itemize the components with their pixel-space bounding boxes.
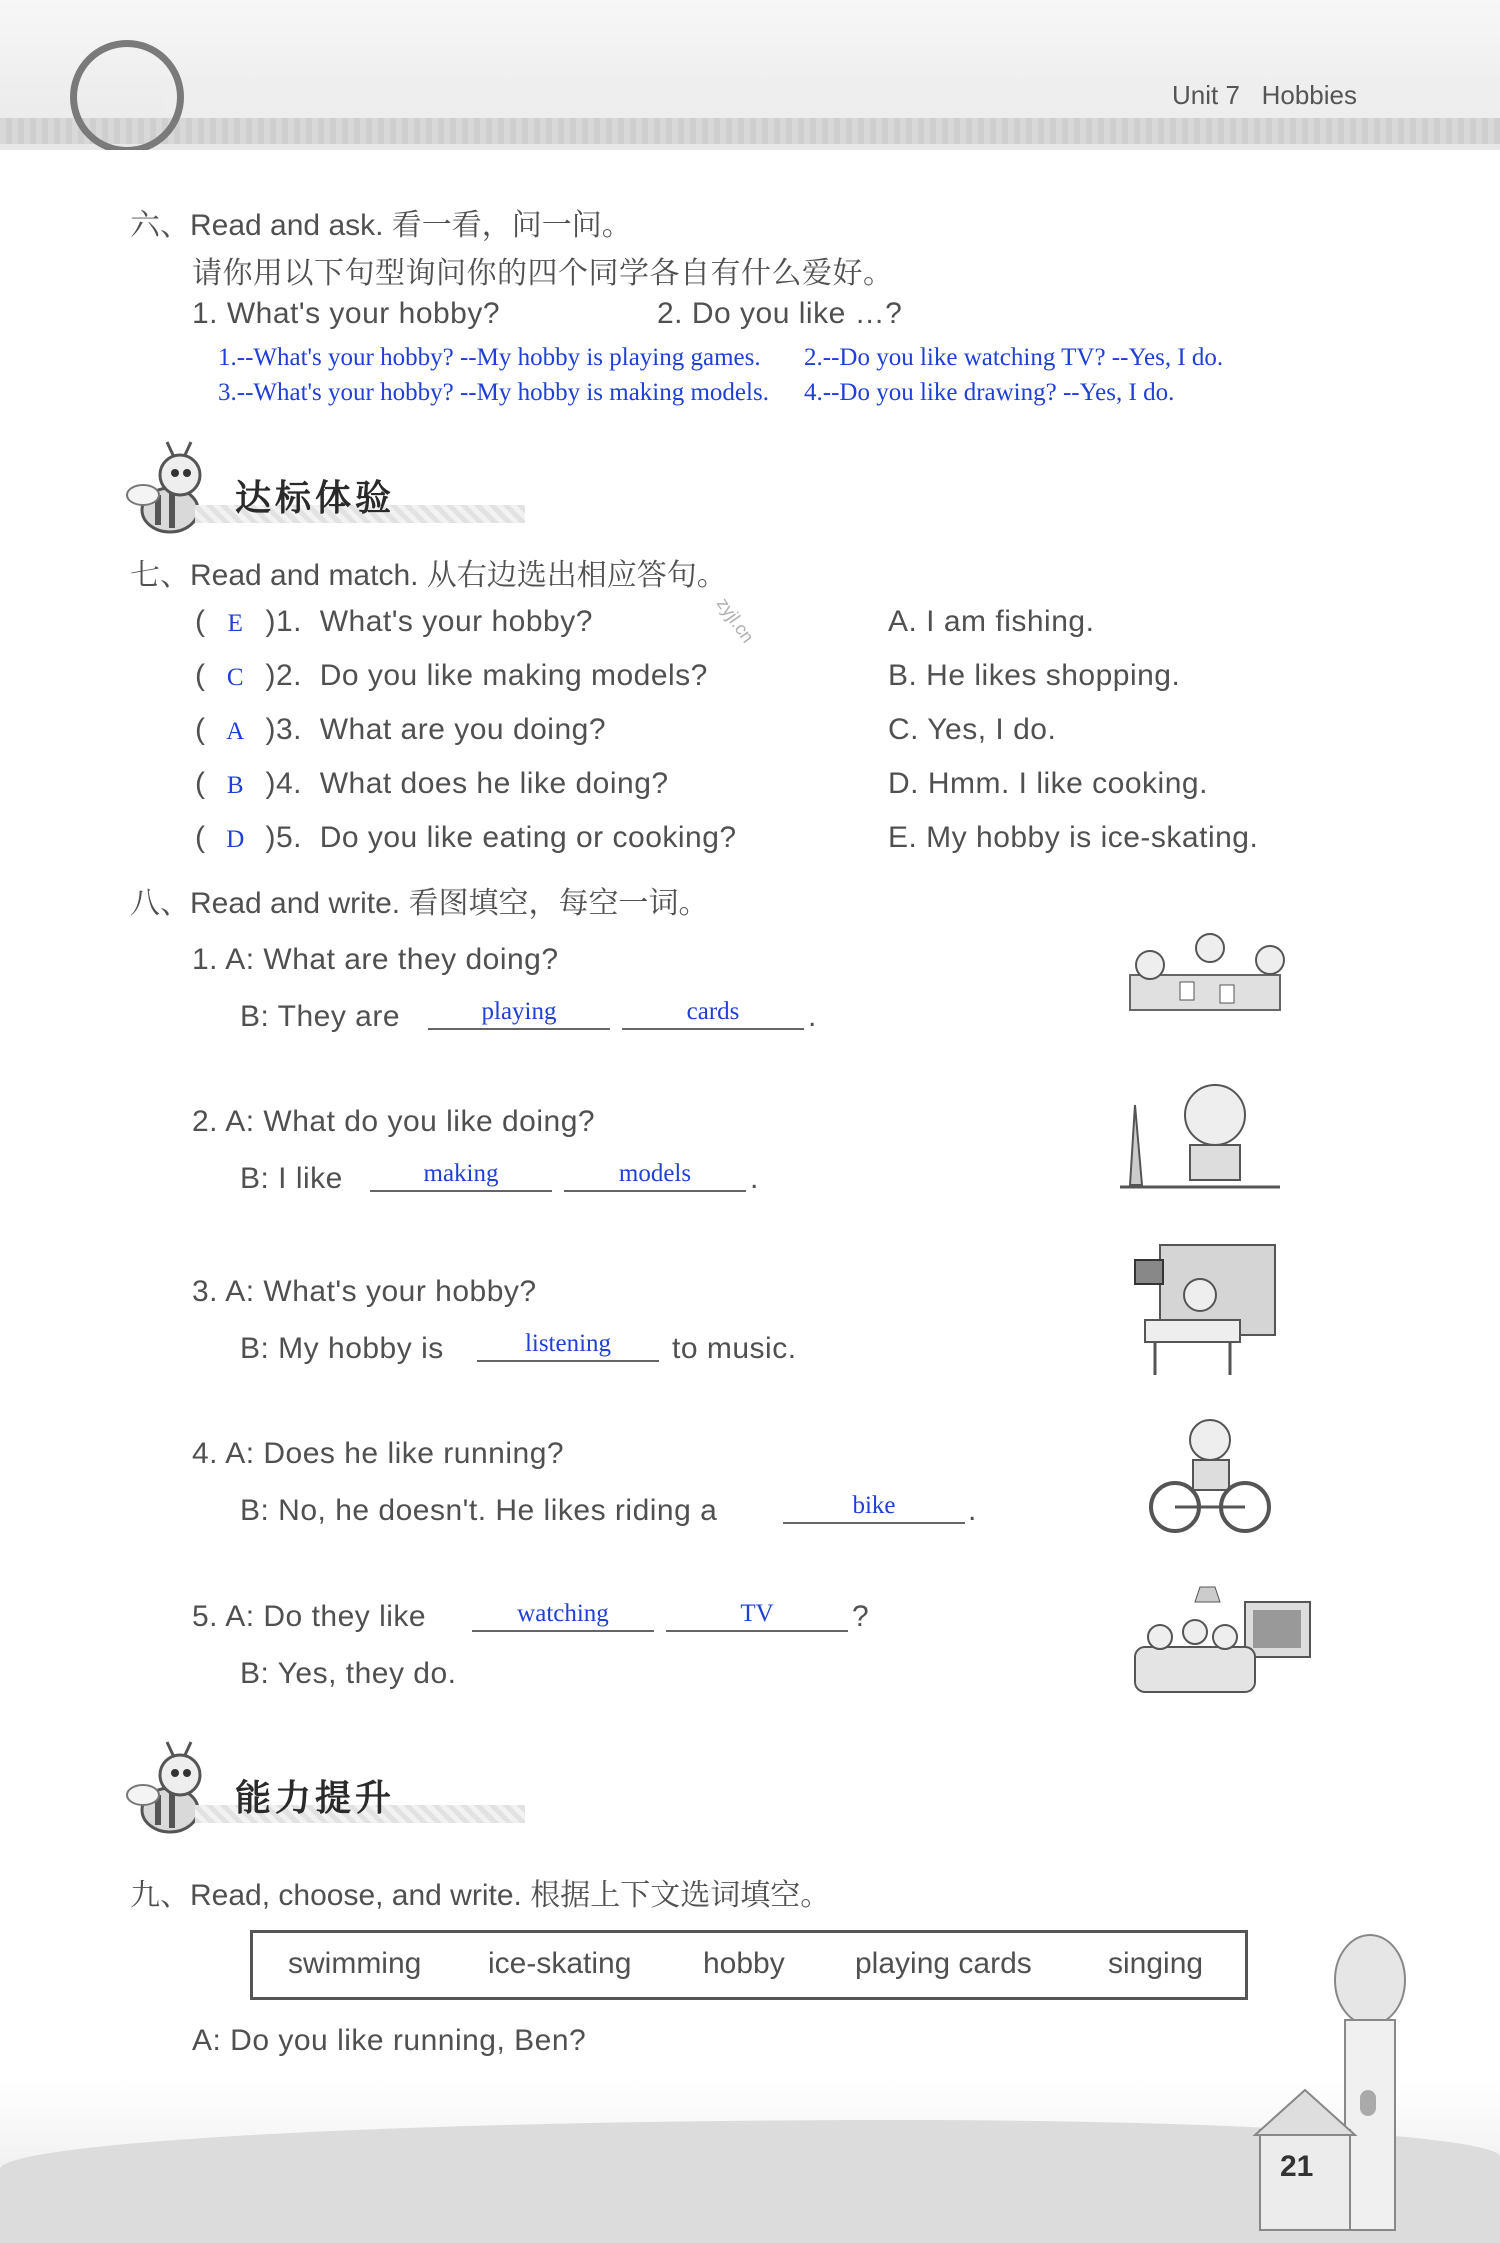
match-num-3: )3.	[265, 713, 303, 746]
q5-blank-1[interactable]	[472, 1600, 654, 1632]
match-question-2: Do you like making models?	[319, 659, 708, 692]
q1-question: 1. A: What are they doing?	[192, 943, 559, 976]
q5-answer: B: Yes, they do.	[240, 1657, 457, 1690]
q2-answer-prefix: B: I like	[240, 1162, 343, 1195]
section6-answer-3: 3.--What's your hobby? --My hobby is making models.	[218, 379, 769, 406]
unit-label	[1172, 80, 1357, 111]
match-num-5: )5.	[265, 821, 303, 854]
boy-riding-bike-picture	[1145, 1415, 1275, 1535]
castle-tower-decoration-icon	[1250, 1920, 1430, 2240]
q1-blank-2-text: cards	[686, 998, 740, 1025]
bee-mascot-icon	[125, 1740, 215, 1850]
match-question-1: What's your hobby?	[319, 605, 593, 638]
q1-blank-2[interactable]	[622, 998, 804, 1030]
boy-making-models-picture	[1110, 1075, 1290, 1205]
q4-question: 4. A: Does he like running?	[192, 1437, 565, 1470]
q3-answer-prefix: B: My hobby is	[240, 1332, 444, 1365]
q2-blank-1[interactable]	[370, 1160, 552, 1192]
section6-answer-4: 4.--Do you like drawing? --Yes, I do.	[804, 379, 1175, 406]
match-answer-3: A	[226, 718, 245, 745]
section6-answer-2: 2.--Do you like watching TV? --Yes, I do.	[804, 344, 1224, 371]
banner-label: 达标体验	[235, 477, 396, 519]
q2-blank-2-text: models	[618, 1160, 692, 1187]
q2-answer-suffix: .	[750, 1162, 759, 1195]
match-answer-1: E	[227, 610, 244, 637]
q2-question: 2. A: What do you like doing?	[192, 1105, 596, 1138]
word-bank	[250, 1930, 1248, 2000]
match-question-3: What are you doing?	[319, 713, 607, 746]
word-bank-item: playing cards	[855, 1947, 1032, 1980]
word-bank-item: swimming	[288, 1947, 422, 1980]
unit-number: Unit 7	[1172, 80, 1240, 110]
match-row-2: ( C )2. Do you like making models?	[195, 659, 708, 692]
q4-blank-1-text: bike	[852, 1492, 896, 1519]
q3-question: 3. A: What's your hobby?	[192, 1275, 537, 1308]
card-playing-kids-picture	[1110, 930, 1300, 1030]
match-option-e: E. My hobby is ice-skating.	[888, 821, 1259, 854]
girl-listening-music-picture	[1130, 1240, 1280, 1380]
header-stripe	[0, 118, 1500, 144]
watermark: zyjl.cn	[712, 593, 758, 647]
q5-blank-2-text: TV	[740, 1600, 774, 1627]
match-option-a: A. I am fishing.	[888, 605, 1095, 638]
q1-answer-prefix: B: They are	[240, 1000, 401, 1033]
match-row-3: ( A )3. What are you doing?	[195, 713, 607, 746]
section6-answer-1: 1.--What's your hobby? --My hobby is playing games.	[218, 344, 761, 371]
q4-blank-1[interactable]	[783, 1492, 965, 1524]
match-row-5: ( D )5. Do you like eating or cooking?	[195, 821, 737, 854]
q5-question-prefix: 5. A: Do they like	[192, 1600, 427, 1633]
family-watching-tv-picture	[1125, 1582, 1320, 1702]
section7-title: 七、Read and match. 从右边选出相应答句。	[130, 559, 727, 592]
q5-question-suffix: ?	[852, 1600, 870, 1633]
match-answer-5: D	[226, 826, 245, 853]
q3-answer-suffix: to music.	[672, 1332, 797, 1365]
q2-blank-1-text: making	[423, 1160, 499, 1187]
match-num-4: )4.	[265, 767, 303, 800]
q2-blank-2[interactable]	[564, 1160, 746, 1192]
q1-blank-1[interactable]	[428, 998, 610, 1030]
banner-label: 能力提升	[235, 1777, 396, 1819]
match-option-d: D. Hmm. I like cooking.	[888, 767, 1208, 800]
banner-practice	[125, 470, 545, 530]
section6-title: 六、Read and ask. 看一看，问一问。	[130, 209, 632, 242]
q5-blank-1-text: watching	[517, 1600, 609, 1627]
q3-blank-1-text: listening	[524, 1330, 612, 1357]
match-num-1: )1.	[265, 605, 303, 638]
page-number: 21	[1280, 2150, 1314, 2183]
match-num-2: )2.	[265, 659, 303, 692]
match-answer-2: C	[226, 664, 245, 691]
circle-logo-icon	[70, 40, 184, 150]
q3-blank-1[interactable]	[477, 1330, 659, 1362]
section9-title: 九、Read, choose, and write. 根据上下文选词填空。	[130, 1879, 831, 1912]
q4-answer-suffix: .	[968, 1494, 977, 1527]
word-bank-item: singing	[1108, 1947, 1204, 1980]
section6-pattern1: 1. What's your hobby?	[192, 297, 501, 330]
match-answer-4: B	[226, 772, 245, 799]
match-option-c: C. Yes, I do.	[888, 713, 1057, 746]
match-option-b: B. He likes shopping.	[888, 659, 1181, 692]
match-question-5: Do you like eating or cooking?	[319, 821, 737, 854]
bee-mascot-icon	[125, 440, 215, 550]
q5-blank-2[interactable]	[666, 1600, 848, 1632]
q1-answer-suffix: .	[808, 1000, 817, 1033]
section6-pattern2: 2. Do you like …?	[657, 297, 903, 330]
match-row-4: ( B )4. What does he like doing?	[195, 767, 669, 800]
match-row-1: ( E )1. What's your hobby?	[195, 605, 593, 638]
page-header	[0, 0, 1500, 150]
section6-instruction: 请你用以下句型询问你的四个同学各自有什么爱好。	[192, 257, 894, 290]
q1-blank-1-text: playing	[481, 998, 557, 1025]
word-bank-item: ice-skating	[488, 1947, 632, 1980]
q4-answer-prefix: B: No, he doesn't. He likes riding a	[240, 1494, 718, 1527]
word-bank-item: hobby	[703, 1947, 785, 1980]
match-question-4: What does he like doing?	[319, 767, 669, 800]
section8-title: 八、Read and write. 看图填空，每空一词。	[130, 887, 709, 920]
section9-dialog-line-1: A: Do you like running, Ben?	[192, 2024, 587, 2057]
banner-improvement	[125, 1770, 545, 1830]
unit-topic: Hobbies	[1261, 80, 1357, 110]
